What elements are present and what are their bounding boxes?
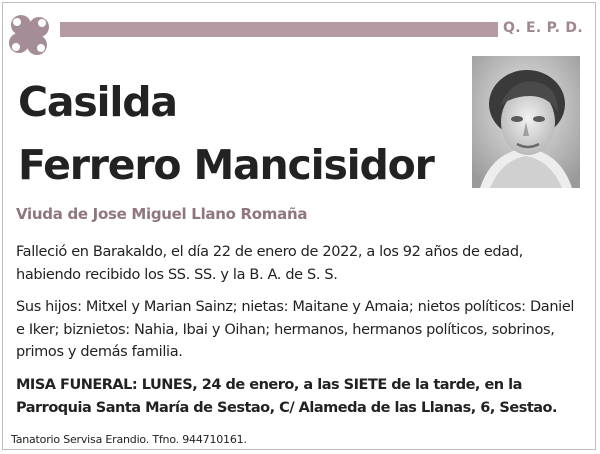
family-list: Sus hijos: Mitxel y Marian Sainz; nietas: Maitane y Amaia; nietos políticos: Daniel e Iker; biznietos: Nahia, Ibai y Oihan; hermanos, hermanos políticos, sobrinos, primos y demás familia. <box>16 299 575 360</box>
qepd-label: Q. E. P. D. <box>503 20 583 36</box>
header-bar <box>60 22 498 37</box>
deceased-first-name: Casilda <box>18 78 177 126</box>
death-announcement: Falleció en Barakaldo, el día 22 de enero de 2022, a los 92 años de edad, habiendo recibido los SS. SS. y la B. A. de S. S. <box>16 244 523 283</box>
widow-of-line: Viuda de Jose Miguel Llano Romaña <box>16 205 308 223</box>
funeral-mass-details: MISA FUNERAL: LUNES, 24 de enero, a las SIETE de la tarde, en la Parroquia Santa María de Sestao, C/ Alameda de las Llanas, 6, Sestao. <box>16 377 558 416</box>
lauburu-icon <box>4 10 54 60</box>
deceased-surnames: Ferrero Mancisidor <box>18 141 434 189</box>
portrait-photo <box>472 56 580 188</box>
funeral-home-contact: Tanatorio Servisa Erandio. Tfno. 944710161. <box>11 433 247 446</box>
